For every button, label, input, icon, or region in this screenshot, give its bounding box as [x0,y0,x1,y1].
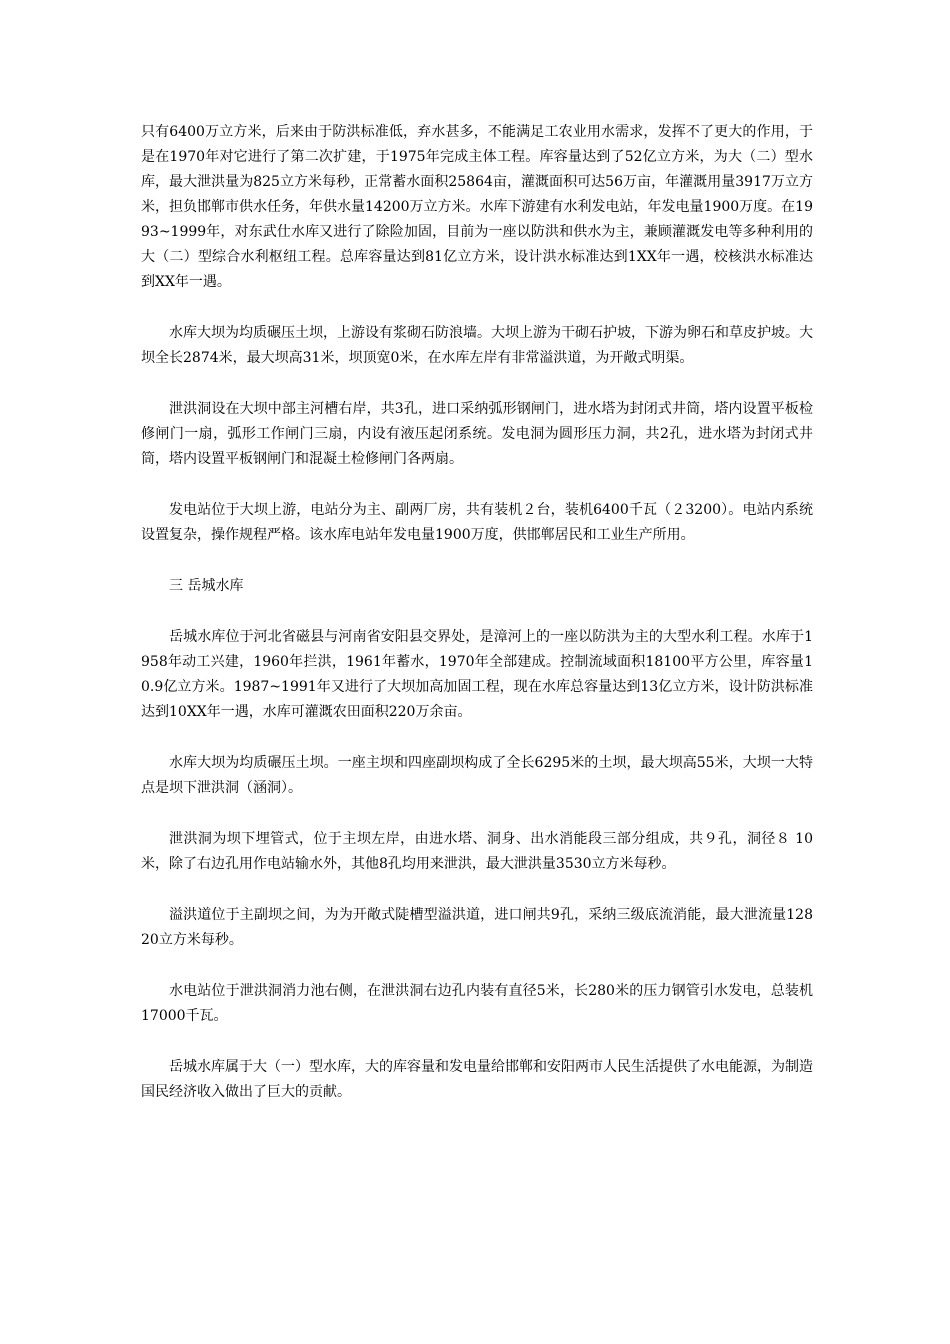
paragraph-yuecheng-hydropower: 水电站位于泄洪洞消力池右侧，在泄洪洞右边孔内装有直径5米，长280米的压力钢管引水发电，总装机17000千瓦。 [141,983,813,1024]
document-body [141,120,813,1131]
paragraph-yuecheng-spillway-tunnel: 泄洪洞为坝下埋管式，位于主坝左岸，由进水塔、洞身、出水消能段三部分组成，共９孔，洞径８ 10米，除了右边孔用作电站输水外，其他8孔均用来泄洪，最大泄洪量3530立方米每秒。 [141,831,813,872]
paragraph-yuecheng-spillway: 溢洪道位于主副坝之间，为为开敞式陡槽型溢洪道，进口闸共9孔，采纳三级底流消能，最大泄流量12820立方米每秒。 [141,907,813,948]
paragraph-dongwushi-spillway-tunnel: 泄洪洞设在大坝中部主河槽右岸，共3孔，进口采纳弧形钢闸门，进水塔为封闭式井筒，塔内设置平板检修闸门一扇，弧形工作闸门三扇，内设有液压起闭系统。发电洞为圆形压力洞，共2孔，进水塔为封闭式井筒，塔内设置平板钢闸门和混凝土检修闸门各两扇。 [141,401,813,467]
paragraph-yuecheng-overview: 岳城水库位于河北省磁县与河南省安阳县交界处，是漳河上的一座以防洪为主的大型水利工程。水库于1958年动工兴建，1960年拦洪，1961年蓄水，1970年全部建成。控制流域面积18100平方公里，库容量10.9亿立方米。1987~1991年又进行了大坝加高加固工程，现在水库总容量达到13亿立方米，设计防洪标准达到10XX年一遇，水库可灌溉农田面积220万余亩。 [141,629,813,720]
section-heading-yuecheng: 三 岳城水库 [169,578,244,594]
paragraph-yuecheng-dam: 水库大坝为均质碾压土坝。一座主坝和四座副坝构成了全长6295米的土坝，最大坝高55米，大坝一大特点是坝下泄洪洞（涵洞）。 [141,755,813,796]
paragraph-yuecheng-contribution: 岳城水库属于大（一）型水库，大的库容量和发电量给邯郸和安阳两市人民生活提供了水电能源，为制造国民经济收入做出了巨大的贡献。 [141,1059,813,1100]
paragraph-dongwushi-power-station: 发电站位于大坝上游，电站分为主、副两厂房，共有装机２台，装机6400千瓦（２3200）。电站内系统设置复杂，操作规程严格。该水库电站年发电量1900万度，供邯郸居民和工业生产所用。 [141,502,813,543]
paragraph-dongwushi-dam: 水库大坝为均质碾压土坝，上游设有浆砌石防浪墙。大坝上游为干砌石护坡，下游为卵石和草皮护坡。大坝全长2874米，最大坝高31米，坝顶宽0米，在水库左岸有非常溢洪道，为开敞式明渠。 [141,325,813,366]
paragraph-dongwushi-expansion: 只有6400万立方米，后来由于防洪标准低，弃水甚多，不能满足工农业用水需求，发挥不了更大的作用，于是在1970年对它进行了第二次扩建，于1975年完成主体工程。库容量达到了52亿立方米，为大（二）型水库，最大泄洪量为825立方米每秒，正常蓄水面积25864亩，灌溉面积可达56万亩，年灌溉用量3917万立方米，担负邯郸市供水任务，年供水量14200万立方米。水库下游建有水利发电站，年发电量1900万度。在1993~1999年，对东武仕水库又进行了除险加固，目前为一座以防洪和供水为主，兼顾灌溉发电等多种利用的大（二）型综合水利枢纽工程。总库容量达到81亿立方米，设计洪水标准达到1XX年一遇，校核洪水标准达到XX年一遇。 [141,124,813,290]
